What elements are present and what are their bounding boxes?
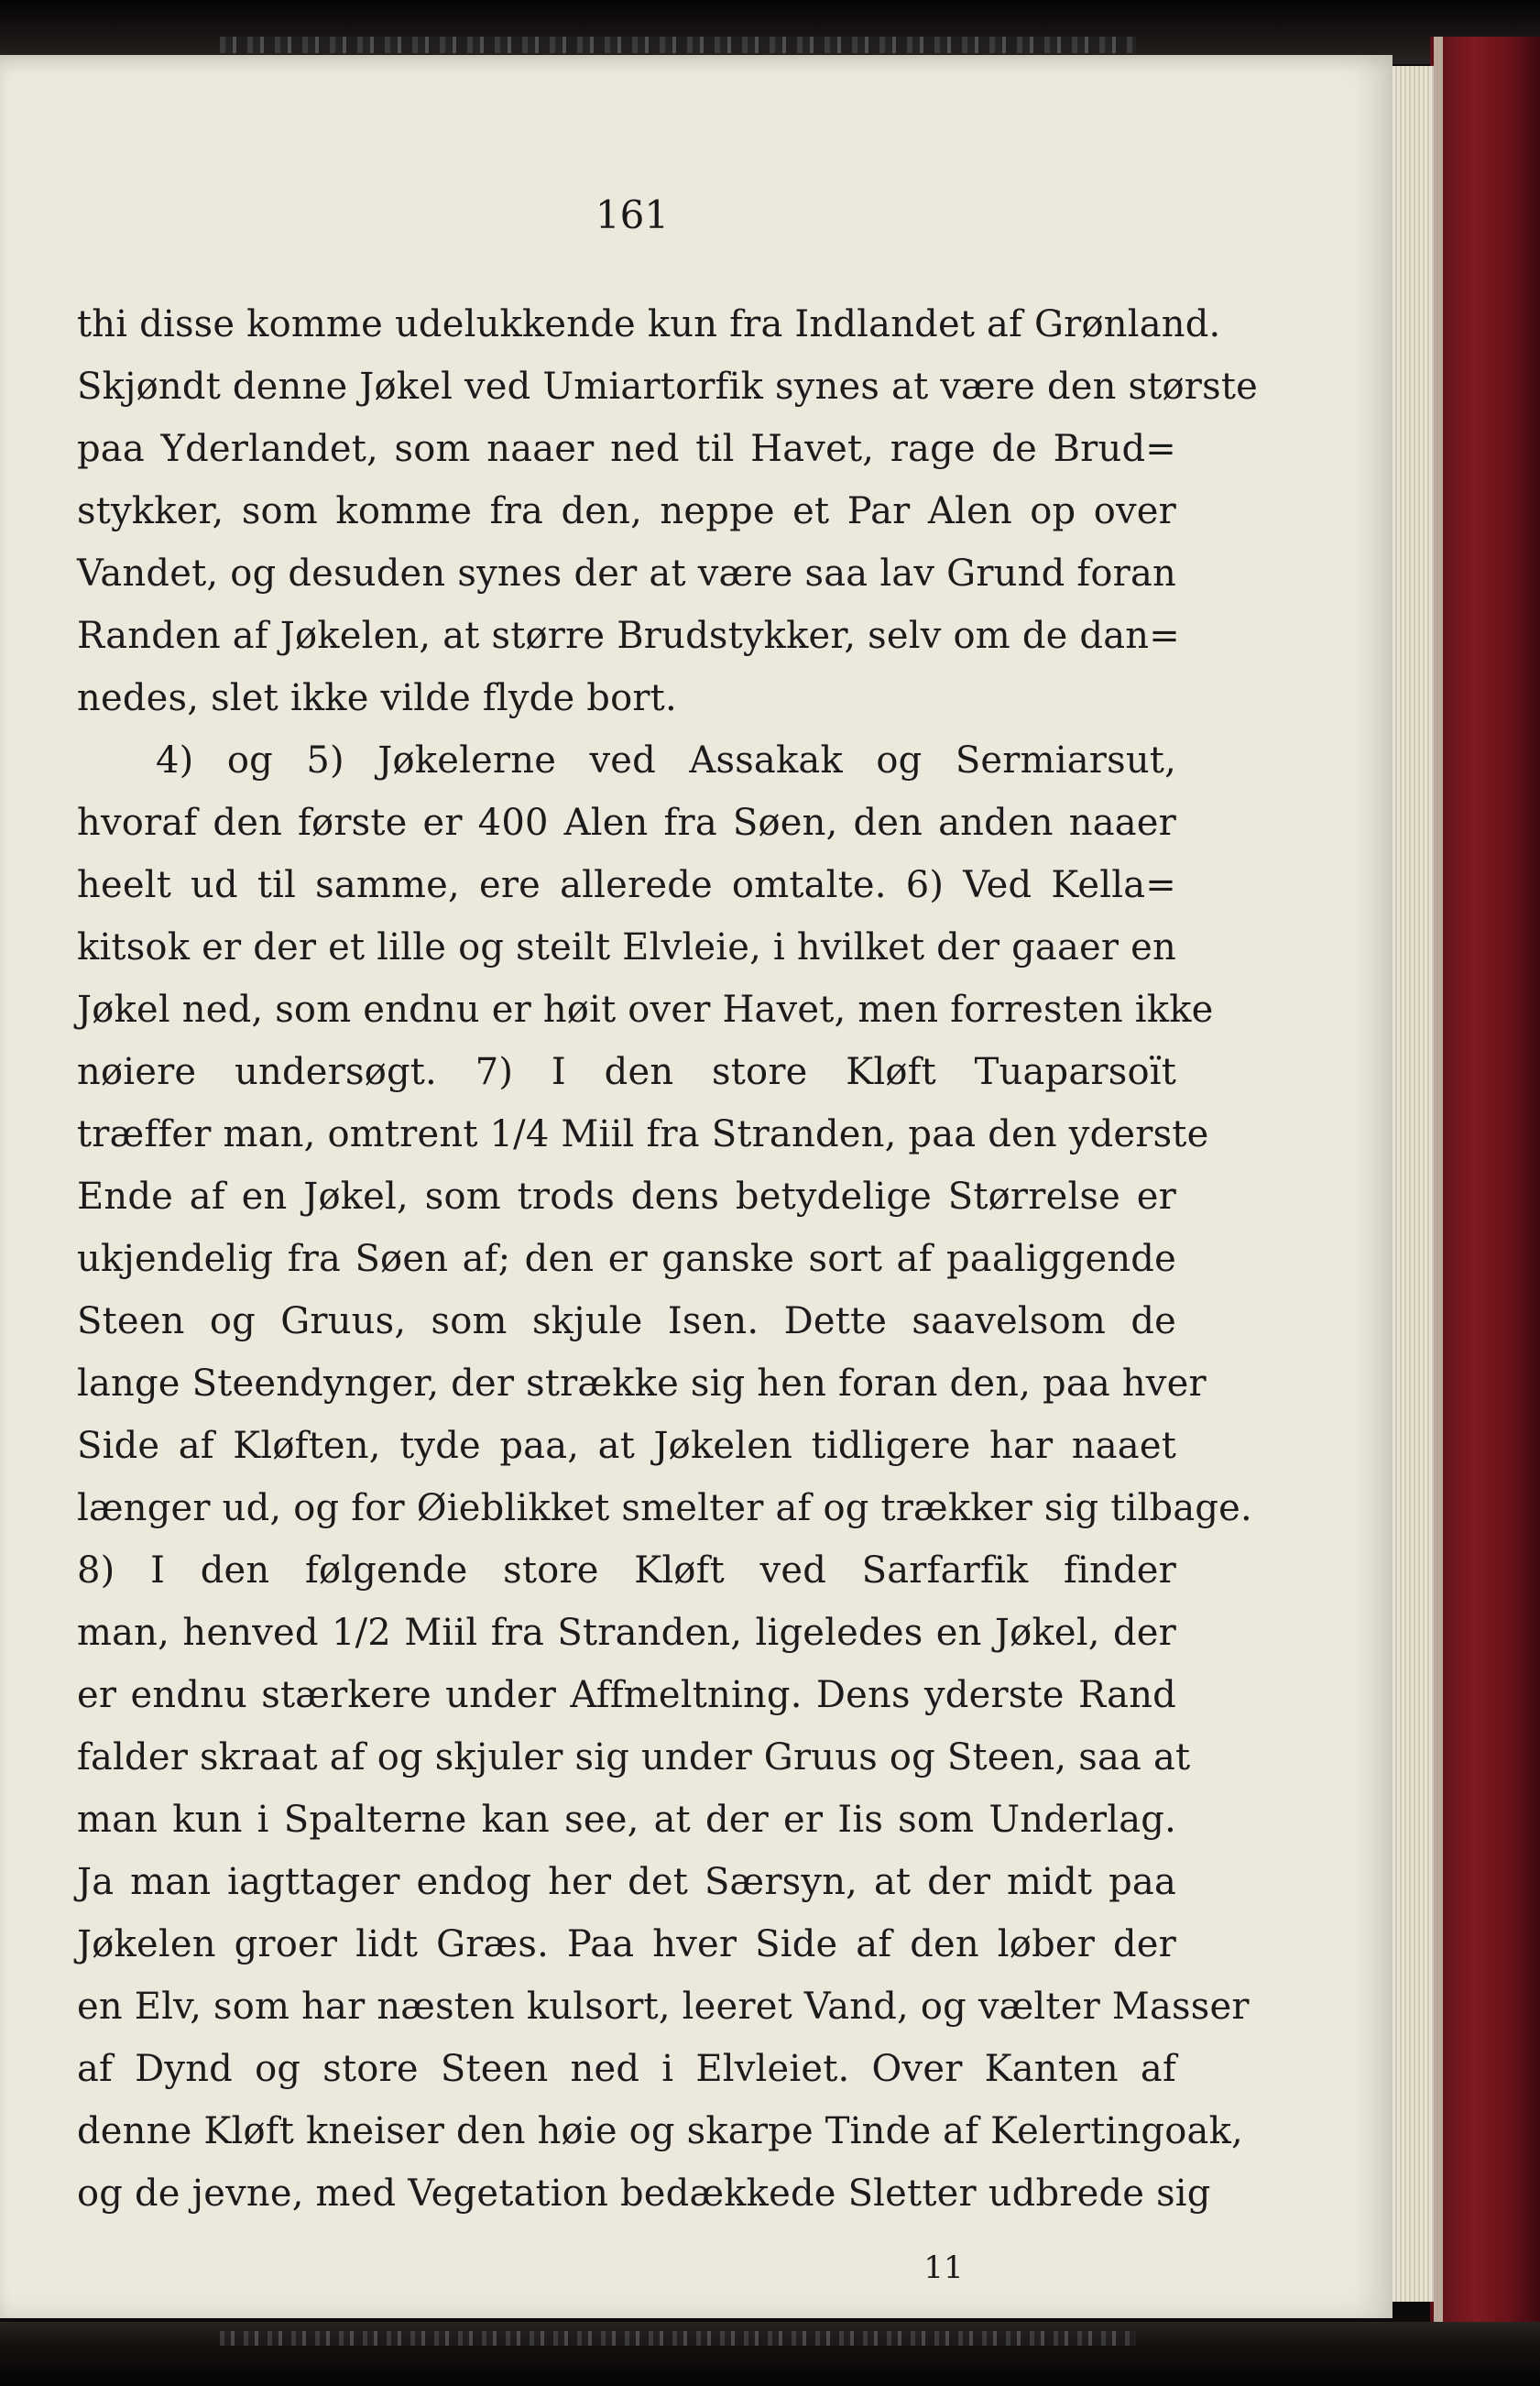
text-line: af Dynd og store Steen ned i Elvleiet. Over Kanten af	[77, 2048, 1176, 2090]
text-line: Jøkel ned, som endnu er høit over Havet, men forresten ikke	[77, 989, 1214, 1031]
text-line: thi disse komme udelukkende kun fra Indlandet af Grønland.	[77, 303, 1221, 345]
text-line: 8) I den følgende store Kløft ved Sarfarfik finder	[77, 1549, 1176, 1592]
text-line: længer ud, og for Øieblikket smelter af og trækker sig tilbage.	[77, 1487, 1252, 1529]
text-line: Side af Kløften, tyde paa, at Jøkelen tidligere har naaet	[77, 1425, 1176, 1467]
text-line: Randen af Jøkelen, at større Brudstykker, selv om de dan=	[77, 615, 1180, 657]
book-cover-edge	[1430, 37, 1540, 2349]
text-line: kitsok er der et lille og steilt Elvleie, i hvilket der gaaer en	[77, 926, 1176, 969]
text-line: lange Steendynger, der strække sig hen foran den, paa hver	[77, 1363, 1207, 1405]
text-line: og de jevne, med Vegetation bedækkede Sletter udbrede sig	[77, 2173, 1211, 2215]
text-line: nedes, slet ikke vilde flyde bort.	[77, 677, 677, 719]
text-line: stykker, som komme fra den, neppe et Par Alen op over	[77, 490, 1176, 532]
text-line: hvoraf den første er 400 Alen fra Søen, den anden naaer	[77, 802, 1176, 844]
text-line: paa Yderlandet, som naaer ned til Havet, rage de Brud=	[77, 428, 1176, 470]
text-line: Steen og Gruus, som skjule Isen. Dette saavelsom de	[77, 1300, 1176, 1342]
text-line: falder skraat af og skjuler sig under Gruus og Steen, saa at	[77, 1736, 1191, 1779]
signature-mark: 11	[923, 2249, 964, 2286]
book-page	[0, 55, 1393, 2318]
text-line: heelt ud til samme, ere allerede omtalte. 6) Ved Kella=	[77, 864, 1176, 906]
text-line: Ja man iagttager endog her det Særsyn, at der midt paa	[77, 1861, 1176, 1903]
text-line: en Elv, som har næsten kulsort, leeret Vand, og vælter Masser	[77, 1986, 1250, 2028]
text-line: er endnu stærkere under Affmeltning. Dens yderste Rand	[77, 1674, 1176, 1716]
text-line: Jøkelen groer lidt Græs. Paa hver Side af den løber der	[77, 1923, 1176, 1965]
page-number: 161	[595, 192, 670, 237]
text-line: Vandet, og desuden synes der at være saa lav Grund foran	[77, 553, 1176, 595]
text-line: træffer man, omtrent 1/4 Miil fra Stranden, paa den yderste	[77, 1113, 1209, 1155]
text-line: ukjendelig fra Søen af; den er ganske sort af paaliggende	[77, 1238, 1176, 1280]
text-line: denne Kløft kneiser den høie og skarpe Tinde af Kelertingoak,	[77, 2110, 1243, 2152]
scan-bottom-edge	[0, 2322, 1540, 2386]
text-line: nøiere undersøgt. 7) I den store Kløft Tuaparsoït	[77, 1051, 1176, 1093]
body-text	[77, 293, 1258, 2225]
text-line: man, henved 1/2 Miil fra Stranden, ligeledes en Jøkel, der	[77, 1612, 1176, 1654]
text-line: man kun i Spalterne kan see, at der er Iis som Underlag.	[77, 1799, 1176, 1841]
text-line: Skjøndt denne Jøkel ved Umiartorfik synes at være den største	[77, 366, 1258, 408]
text-line: Ende af en Jøkel, som trods dens betydelige Størrelse er	[77, 1176, 1176, 1218]
text-line: 4) og 5) Jøkelerne ved Assakak og Sermiarsut,	[156, 739, 1176, 782]
